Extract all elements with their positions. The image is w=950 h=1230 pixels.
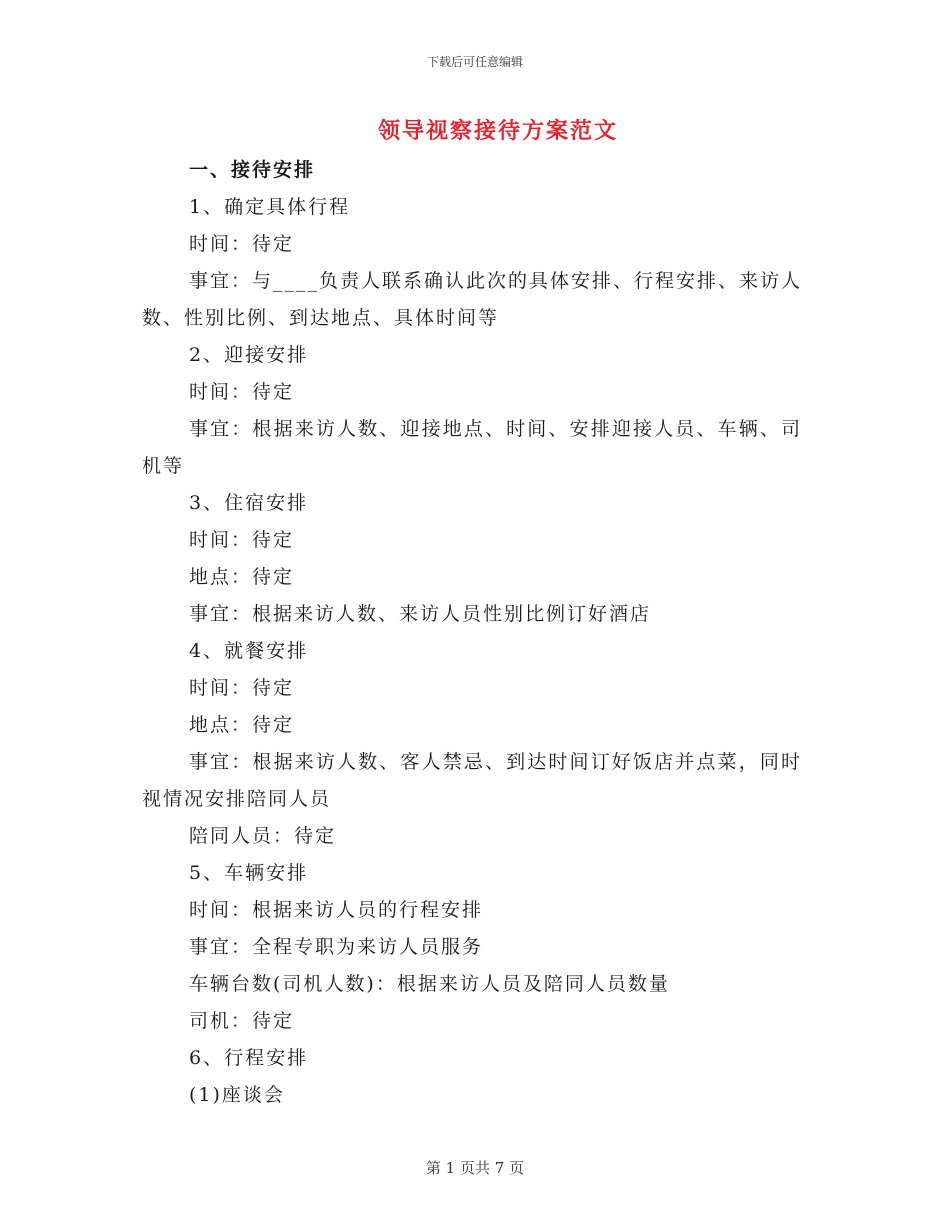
item-heading-itinerary: 1、确定具体行程 <box>189 196 351 218</box>
lodging-time: 时间：待定 <box>189 529 295 551</box>
schedule-sub-item: (1)座谈会 <box>189 1084 285 1106</box>
itinerary-matter: 事宜：与____负责人联系确认此次的具体安排、行程安排、来访人数、性别比例、到达地点、具体时间等 <box>142 270 803 329</box>
document-body <box>142 152 802 1114</box>
welcome-matter: 事宜：根据来访人数、迎接地点、时间、安排迎接人员、车辆、司机等 <box>142 418 802 477</box>
item-heading-dining: 4、就餐安排 <box>189 640 309 662</box>
dining-place: 地点：待定 <box>189 714 295 736</box>
itinerary-time: 时间：待定 <box>189 233 295 255</box>
item-heading-schedule: 6、行程安排 <box>189 1047 309 1069</box>
vehicles-driver: 司机：待定 <box>189 1010 295 1032</box>
vehicles-time: 时间：根据来访人员的行程安排 <box>189 899 484 921</box>
page-footer: 第 1 页共 7 页 <box>425 1159 525 1177</box>
welcome-time: 时间：待定 <box>189 381 295 403</box>
item-heading-lodging: 3、住宿安排 <box>189 492 309 514</box>
dining-companion: 陪同人员：待定 <box>189 825 337 847</box>
lodging-matter: 事宜：根据来访人数、来访人员性别比例订好酒店 <box>189 603 652 625</box>
vehicles-matter: 事宜：全程专职为来访人员服务 <box>189 936 484 958</box>
vehicles-count: 车辆台数(司机人数)：根据来访人员及陪同人员数量 <box>189 973 670 995</box>
lodging-place: 地点：待定 <box>189 566 295 588</box>
item-heading-welcome: 2、迎接安排 <box>189 344 309 366</box>
section-heading-reception: 一、接待安排 <box>189 159 316 181</box>
document-title: 领导视察接待方案范文 <box>377 118 618 144</box>
item-heading-vehicles: 5、车辆安排 <box>189 862 309 884</box>
dining-matter: 事宜：根据来访人数、客人禁忌、到达时间订好饭店并点菜，同时视情况安排陪同人员 <box>142 751 802 810</box>
header-note: 下载后可任意编辑 <box>426 55 523 69</box>
dining-time: 时间：待定 <box>189 677 295 699</box>
